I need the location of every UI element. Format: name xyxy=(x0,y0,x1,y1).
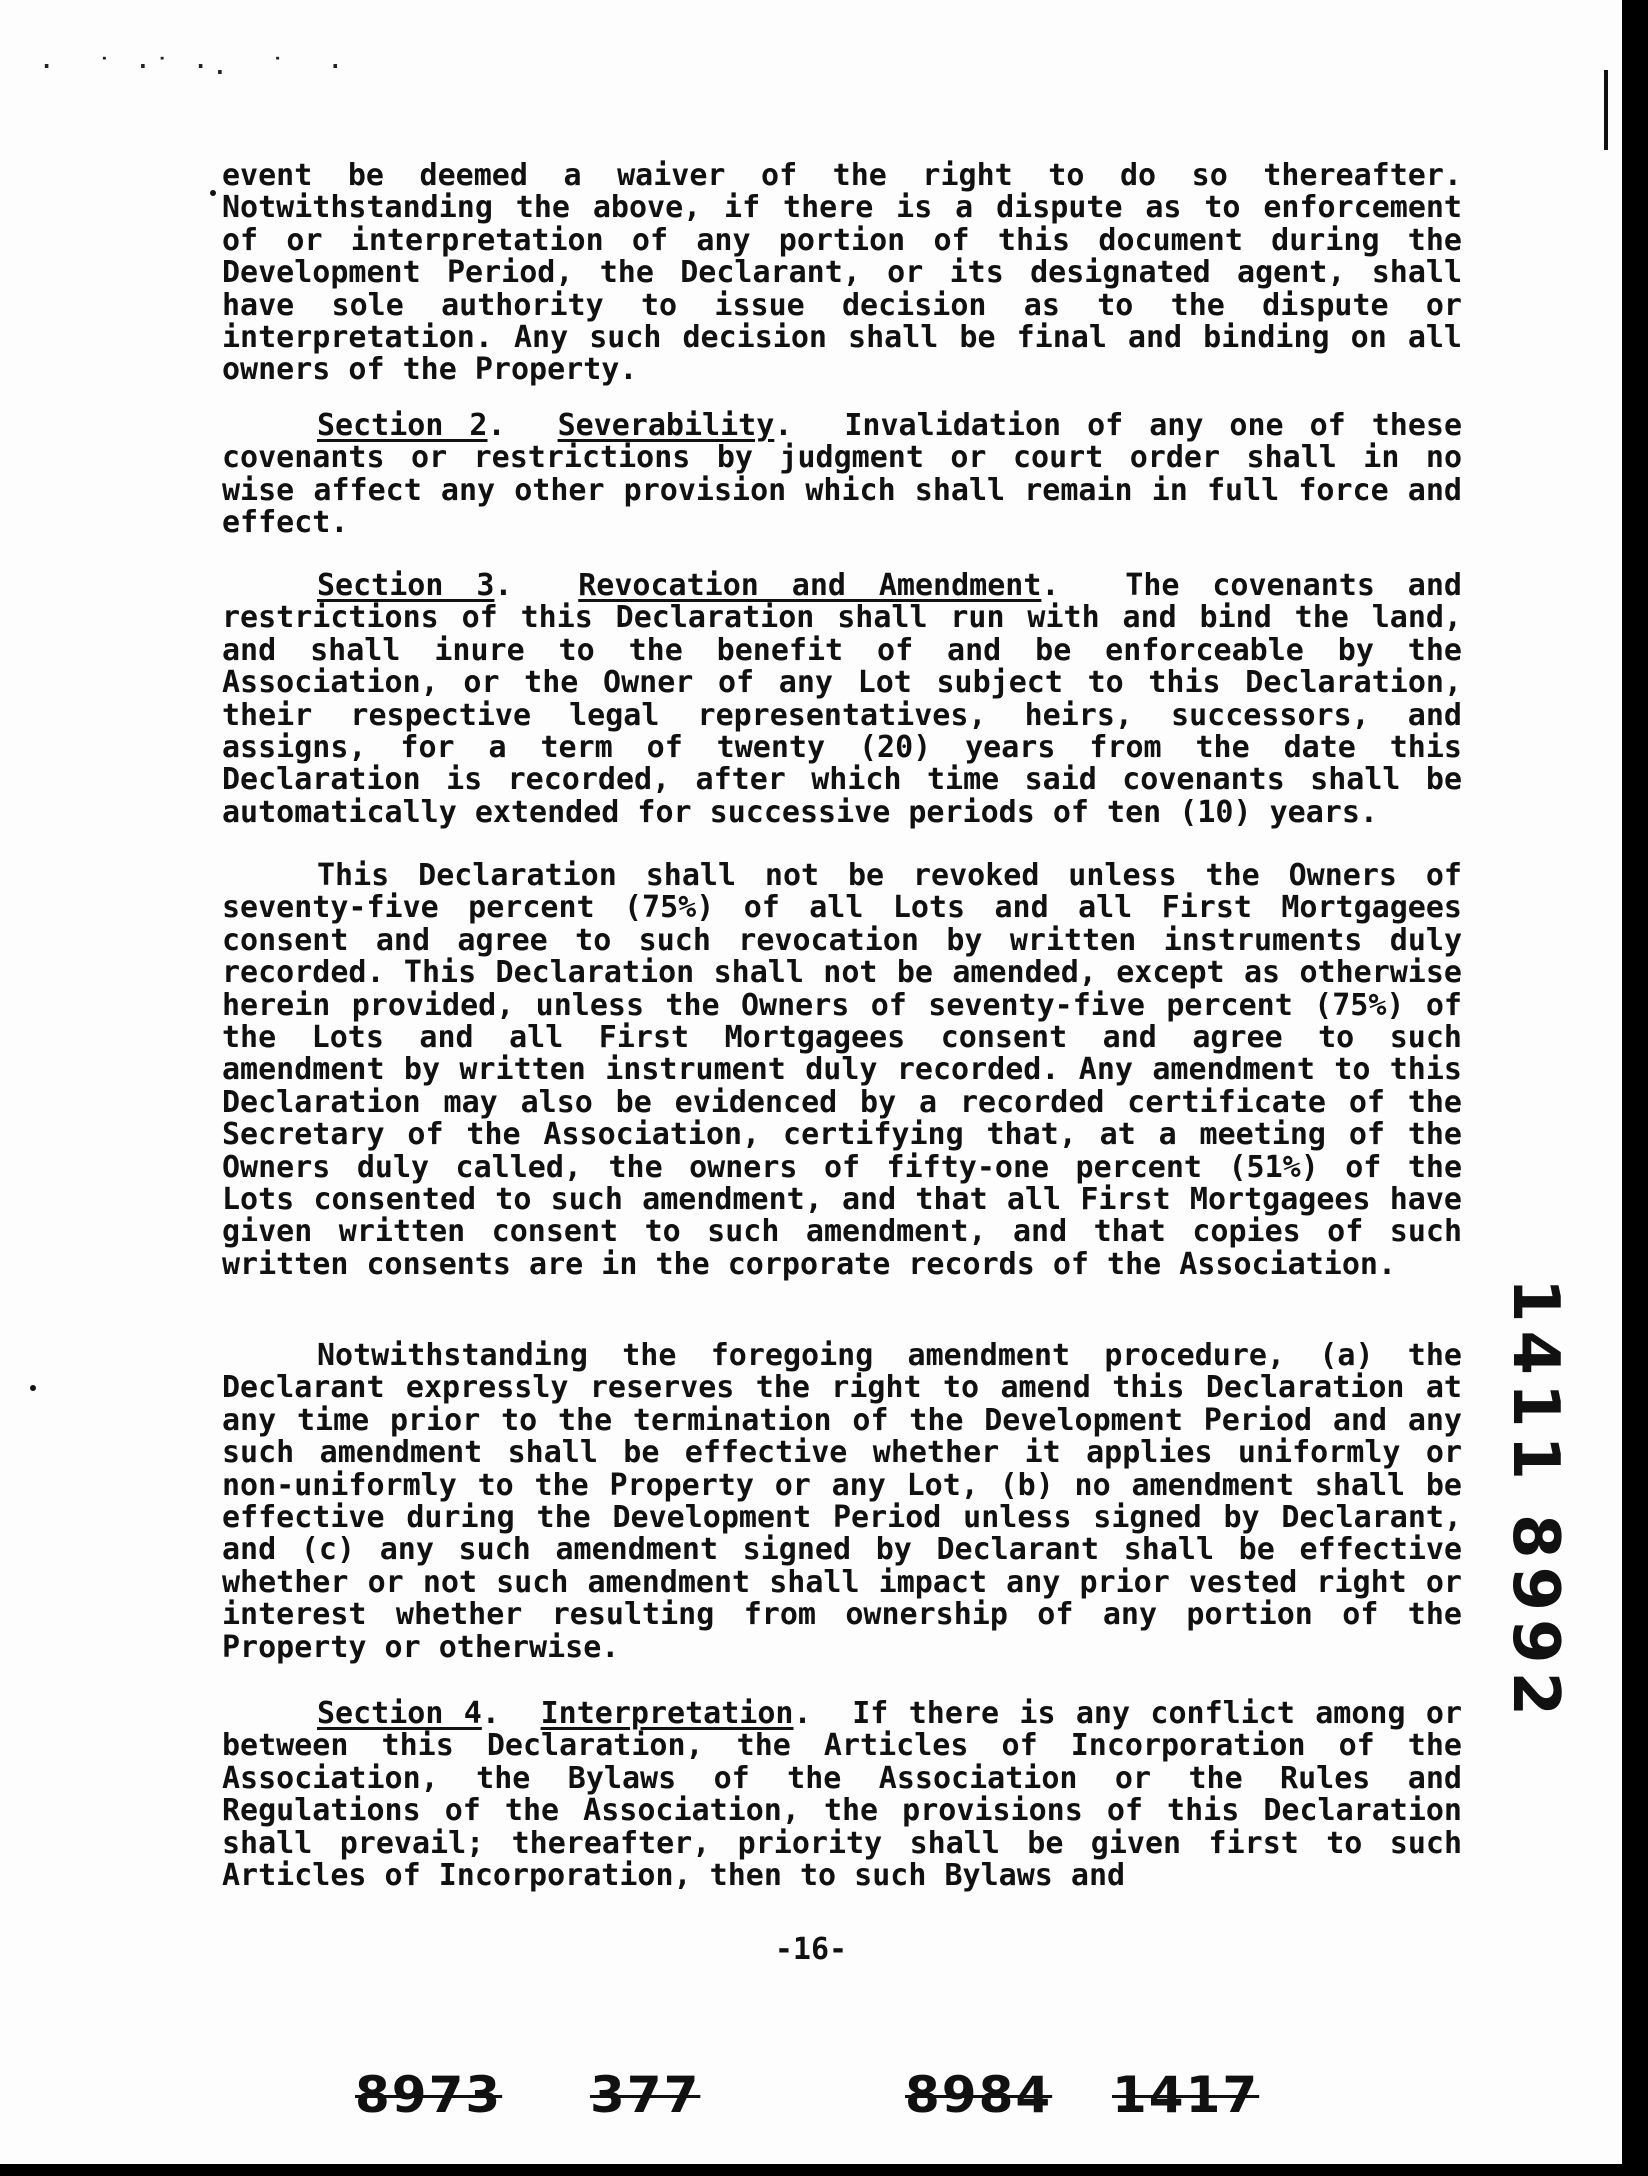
recording-stamp xyxy=(1498,1278,1572,1724)
footer-page-old: 377 xyxy=(590,2066,701,2124)
footer-book-old: 8973 xyxy=(355,2066,503,2124)
stamp-book-number: 8992 xyxy=(1498,1513,1572,1724)
paragraph-text: The covenants and restrictions of this Declaration shall run with and bind the land, and shall inure to the benefit of and be enforceable by the Association, or the Owner of any Lot subject to this Declaration, their respective legal representatives, heirs, successors, and assigns, for a term of twenty (20) years from the date this Declaration is recorded, after which time said covenants shall be automatically extended for successive periods of ten (10) years. xyxy=(222,568,1462,830)
paragraph-text: event be deemed a waiver of the right to do so thereafter. Notwithstanding the above, if there is a dispute as to enforcement of or interpretation of any portion of this document during the Development Period, the Declarant, or its designated agent, shall have sole authority to issue decision as to the dispute or interpretation. Any such decision shall be final and binding on all owners of the Property. xyxy=(222,158,1462,388)
revocation-paragraph xyxy=(222,860,1462,1281)
paragraph-text: Invalidation of any one of these covenants or restrictions by judgment or court order shall in no wise affect any other provision which shall remain in full force and effect. xyxy=(222,408,1463,541)
scan-speckle: · ˙ ·˙ ·. ˙ · xyxy=(40,55,348,80)
paragraph-continuation xyxy=(222,160,1462,387)
paragraph-text: If there is any conflict among or between this Declaration, the Articles of Incorporation of the Association, the Bylaws of the Association or the Rules and Regulations of the Association, the provisions of this Declaration shall prevail; thereafter, priority shall be given first to such Articles of Incorporation, then to such Bylaws and xyxy=(222,1696,1463,1894)
stamp-page-number: 1411 xyxy=(1498,1278,1572,1489)
paragraph-text: This Declaration shall not be revoked unless the Owners of seventy-five percent (75%) of all Lots and all First Mortgagees consent and agree to such revocation by written instruments duly recorded. This Declaration shall not be amended, except as otherwise herein provided, unless the Owners of seventy-five percent (75%) of the Lots and all First Mortgagees consent and agree to such amendment by written instrument duly recorded. Any amendment to this Declaration may also be evidenced by a recorded certificate of the Secretary of the Association, certifying that, at a meeting of the Owners duly called, the owners of fifty-one percent (51%) of the Lots consented to such amendment, and that all First Mortgagees have given written consent to such amendment, and that copies of such written consents are in the corporate records of the Association. xyxy=(222,858,1462,1282)
section-label: Section 2 xyxy=(317,408,488,443)
section-4-paragraph: Section 4. Interpretation. If there is any conflict among or between this Declaration, the Articles of Incorporation of the Association, the Bylaws of the Association or the Rules and Regulations of the Association, the provisions of this Declaration shall prevail; thereafter, priority shall be given first to such Articles of Incorporation, then to such Bylaws and xyxy=(222,1696,1463,1894)
footer-page-new: 1417 xyxy=(1112,2066,1260,2124)
section-2-paragraph: Section 2. Severability. Invalidation of any one of these covenants or restrictions by judgment or court order shall in no wise affect any other provision which shall remain in full force and effect. xyxy=(222,408,1463,541)
scan-dot xyxy=(210,190,216,196)
scan-edge-mark xyxy=(1604,70,1608,150)
section-3-paragraph: Section 3. Revocation and Amendment. The covenants and restrictions of this Declaration shall run with and bind the land, and shall inure to the benefit of and be enforceable by the Association, or the Owner of any Lot subject to this Declaration, their respective legal representatives, heirs, successors, and assigns, for a term of twenty (20) years from the date this Declaration is recorded, after which time said covenants shall be automatically extended for successive periods of ten (10) years. xyxy=(222,568,1462,830)
page-number: -16- xyxy=(774,1932,848,1967)
section-label: Section 4 xyxy=(317,1696,482,1731)
section-heading: Interpretation xyxy=(540,1696,794,1731)
section-label: Section 3 xyxy=(317,568,495,603)
section-heading: Severability xyxy=(557,408,775,443)
amendment-procedure-paragraph xyxy=(222,1340,1462,1664)
section-heading: Revocation and Amendment xyxy=(578,568,1042,603)
footer-book-new: 8984 xyxy=(905,2066,1053,2124)
scan-dot xyxy=(30,1385,36,1391)
paragraph-text: Notwithstanding the foregoing amendment procedure, (a) the Declarant expressly reserves the right to amend this Declaration at any time prior to the termination of the Development Period and any such amendment shall be effective whether it applies uniformly or non-uniformly to the Property or any Lot, (b) no amendment shall be effective during the Development Period unless signed by Declarant, and (c) any such amendment signed by Declarant shall be effective whether or not such amendment shall impact any prior vested right or interest whether resulting from ownership of any portion of the Property or otherwise. xyxy=(222,1338,1462,1665)
